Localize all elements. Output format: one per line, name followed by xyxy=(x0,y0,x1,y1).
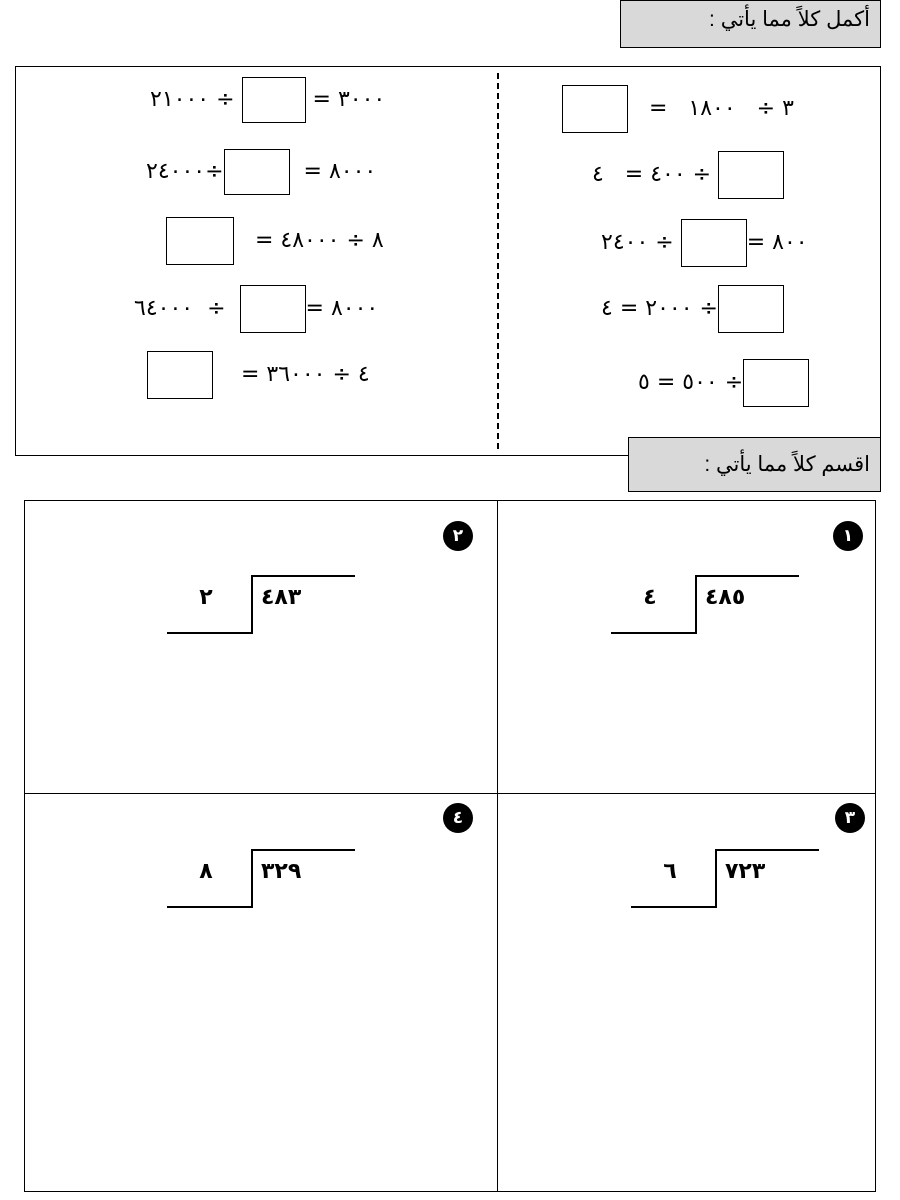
equation-dividend: ١٨٠٠ xyxy=(688,96,736,121)
answer-box[interactable] xyxy=(224,149,290,195)
division-bracket xyxy=(715,849,717,907)
dividend: ٤٨٣ xyxy=(261,585,302,610)
division-underline xyxy=(167,906,253,908)
answer-box[interactable] xyxy=(718,285,784,333)
equation-divisor: ٣ xyxy=(782,96,794,121)
answer-box[interactable] xyxy=(743,359,809,407)
division-bracket xyxy=(695,575,697,633)
equation-result: ٢٠٠٠ xyxy=(645,296,693,321)
answer-box[interactable] xyxy=(562,85,628,133)
division-bar xyxy=(715,849,819,851)
division-bracket xyxy=(251,849,253,907)
equation-result: ٥٠٠ xyxy=(682,370,718,395)
grid-horizontal-line xyxy=(25,793,875,794)
equation-divisor: ٨ xyxy=(371,228,384,253)
equation-right-4: ٢٠٠٠ = ٤ ÷ xyxy=(601,285,784,333)
equation-result: ٤٠٠ xyxy=(650,162,686,187)
equation-dividend: ٢١٠٠٠ xyxy=(150,87,210,112)
division-bar xyxy=(251,849,355,851)
answer-box[interactable] xyxy=(718,151,784,199)
problem-number-badge: ١ xyxy=(833,521,863,551)
equation-right-2: ٤٠٠ = ٤ ÷ xyxy=(592,151,784,199)
division-underline xyxy=(631,906,717,908)
grid-vertical-line xyxy=(497,501,498,1191)
equation-divisor: ٥ xyxy=(638,370,650,395)
dividend: ٤٨٥ xyxy=(705,585,746,610)
long-division-problem[interactable] xyxy=(167,575,367,637)
equation-left-2: ٨٠٠٠ = ÷٢٤٠٠٠ xyxy=(146,149,376,195)
dividend: ٣٢٩ xyxy=(261,859,302,884)
divisor: ٨ xyxy=(199,859,213,884)
division-bar xyxy=(251,575,355,577)
section-title-complete: أكمل كلاً مما يأتي : xyxy=(620,0,881,48)
answer-box[interactable] xyxy=(681,219,747,267)
equation-left-4: ٨٠٠٠ = ÷ ٦٤٠٠٠ xyxy=(134,285,378,333)
problem-number-badge: ٢ xyxy=(443,521,473,551)
answer-box[interactable] xyxy=(166,217,234,265)
long-division-problem[interactable] xyxy=(611,575,811,637)
equation-dividend: ٤٨٠٠٠ xyxy=(280,228,340,253)
division-bracket xyxy=(251,575,253,633)
answer-box[interactable] xyxy=(147,351,213,399)
equation-divisor: ٤ xyxy=(592,162,604,187)
equation-dividend: ٢٤٠٠ xyxy=(601,230,649,255)
equation-left-3: = ٨ ÷ ٤٨٠٠٠ xyxy=(166,217,384,265)
equation-result: ٨٠٠٠ xyxy=(330,296,379,321)
divisor: ٦ xyxy=(663,859,677,884)
equation-right-1: = ٣ ÷ ١٨٠٠ xyxy=(562,85,794,133)
long-division-problem[interactable] xyxy=(167,849,367,911)
long-division-problem[interactable] xyxy=(631,849,831,911)
dividend: ٧٢٣ xyxy=(725,859,766,884)
division-grid xyxy=(24,500,876,1192)
equation-left-1: ٣٠٠٠ = ÷ ٢١٠٠٠ xyxy=(150,77,385,123)
equation-dividend: ٣٦٠٠٠ xyxy=(266,362,326,387)
problem-number-badge: ٣ xyxy=(835,803,865,833)
division-underline xyxy=(611,632,697,634)
division-underline xyxy=(167,632,253,634)
equation-result: ٨٠٠٠ xyxy=(328,159,377,184)
equation-result: ٣٠٠٠ xyxy=(337,87,386,112)
equation-divisor: ٤ xyxy=(601,296,613,321)
equation-right-5: ٥٠٠ = ٥ ÷ xyxy=(638,359,809,407)
equation-right-3: ٨٠٠ = ÷ ٢٤٠٠ xyxy=(601,219,808,267)
answer-box[interactable] xyxy=(242,77,306,123)
equation-dividend: ٢٤٠٠٠ xyxy=(146,159,206,184)
equation-left-5: = ٤ ÷ ٣٦٠٠٠ xyxy=(147,351,370,399)
dashed-divider xyxy=(497,73,499,449)
equation-result: ٨٠٠ xyxy=(772,230,808,255)
problem-number-badge: ٤ xyxy=(443,803,473,833)
section-title-divide: اقسم كلاً مما يأتي : xyxy=(628,437,881,492)
divisor: ٢ xyxy=(199,585,213,610)
equation-divisor: ٤ xyxy=(357,362,370,387)
division-bar xyxy=(695,575,799,577)
answer-box[interactable] xyxy=(240,285,306,333)
divisor: ٤ xyxy=(643,585,657,610)
fill-in-equations-panel xyxy=(15,66,881,456)
equation-dividend: ٦٤٠٠٠ xyxy=(134,296,194,321)
